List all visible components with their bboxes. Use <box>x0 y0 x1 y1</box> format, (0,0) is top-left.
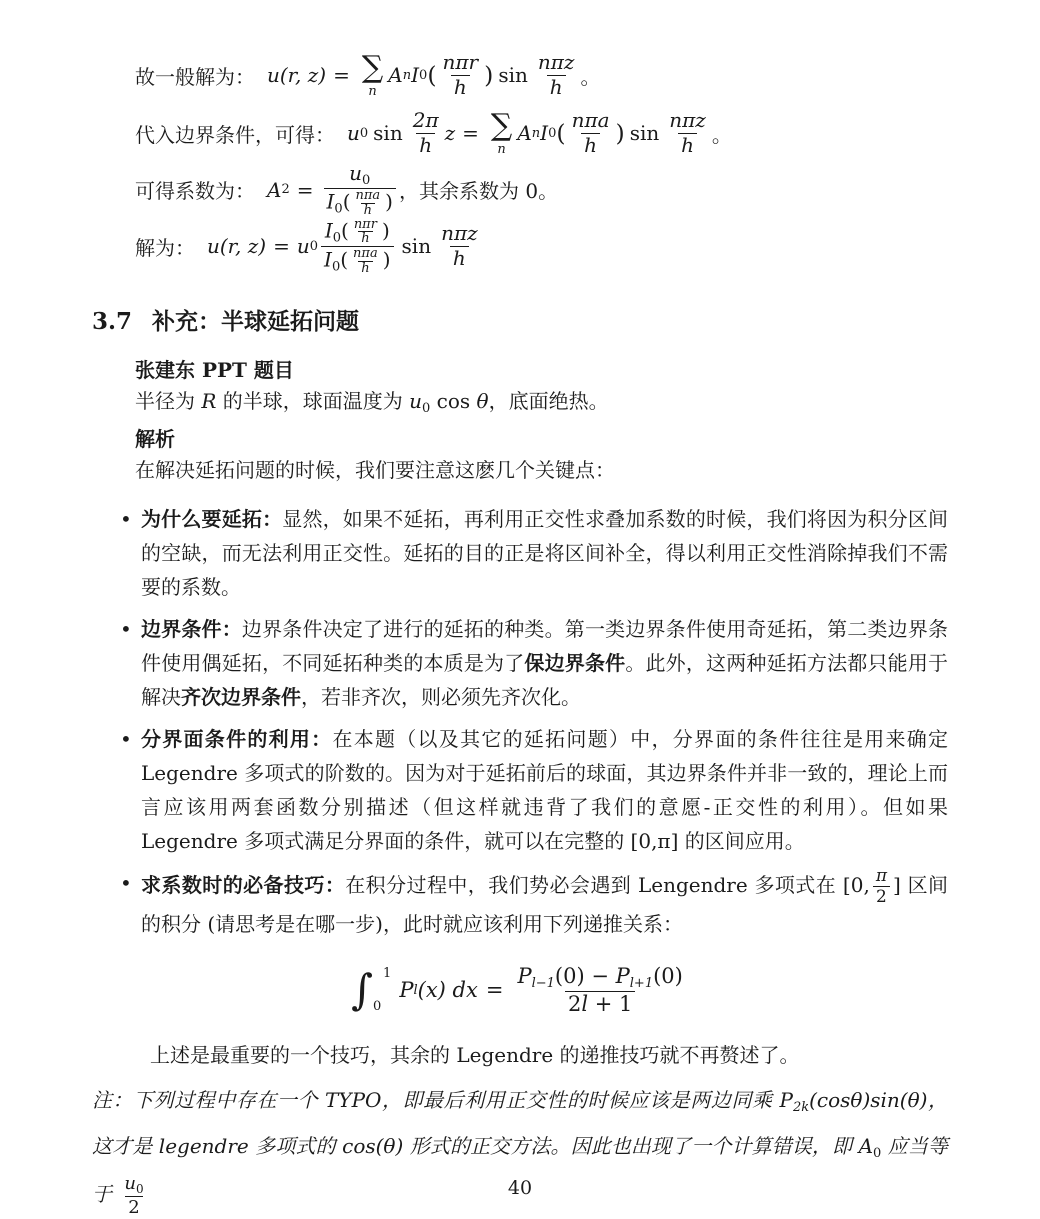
period: 。 <box>711 122 732 147</box>
bessel-function: I <box>411 63 420 87</box>
close-paren: ) <box>381 218 390 243</box>
formula-general-solution <box>135 46 948 104</box>
fraction-denominator: h <box>358 231 372 246</box>
P-argument: (0) <box>653 963 683 988</box>
fraction-numerator <box>322 218 393 246</box>
sigma-subscript: n <box>497 141 506 157</box>
bullet-icon: • <box>120 617 132 642</box>
section-title: 补充：半球延拓问题 <box>152 308 360 336</box>
bullet-icon: • <box>120 871 132 896</box>
legendre-P: P <box>517 963 532 988</box>
sin-function: sin <box>373 121 403 145</box>
legendre-P: P <box>399 978 414 1003</box>
fraction-numerator: nπz <box>537 49 575 74</box>
P-subscript: l−1 <box>531 975 555 991</box>
fraction-denominator: h <box>451 75 470 100</box>
fraction-denominator <box>565 991 635 1017</box>
u-subscript: 0 <box>359 125 369 141</box>
summation-symbol <box>362 52 383 98</box>
list-item <box>92 866 948 941</box>
big-fraction <box>324 162 396 218</box>
u-variable: u <box>349 161 363 185</box>
bullet-text: 在本题（以及其它的延拓问题）中，分界面的条件往往是用来确定 Legendre 多项式的阶数的。因为对于延拓前后的球面，其边界条件并非一致的，理论上而言应该用两套函数分别描述（但这样就违背了我们的意愿-正交性的利用）。但如果 Legendre 多项式满足分界面的条件，就可以在完整的 [0,π] 的区间应用。 <box>141 727 949 854</box>
trailing-text: ，其余系数为 0。 <box>398 179 559 204</box>
fraction-numerator: nπa <box>571 107 610 132</box>
open-paren: ( <box>427 61 437 89</box>
bessel-subscript: 0 <box>548 125 557 141</box>
fraction-numerator: nπa <box>355 188 381 204</box>
formula-boundary-condition <box>135 104 948 162</box>
fraction-npz-h <box>535 51 578 99</box>
A-variable: A <box>858 1134 874 1159</box>
note-text: ，这才是 <box>92 1088 949 1159</box>
bullet-lead: 求系数时的必备技巧 <box>141 873 325 898</box>
bullet-lead: 分界面条件的利用 <box>141 727 312 752</box>
fraction-npz-h <box>666 109 709 157</box>
open-paren: ( <box>341 218 349 243</box>
fraction-numerator: π <box>875 866 887 887</box>
bessel-function: I <box>540 121 549 145</box>
legendre-word: legendre <box>158 1134 249 1159</box>
u-variable: u <box>409 389 423 414</box>
sigma-glyph: ∑ <box>361 50 384 86</box>
fraction-2p-h <box>410 109 442 157</box>
fraction-numerator: nπr <box>353 216 377 232</box>
den-plus-one: + 1 <box>588 992 633 1017</box>
note-text: ，即最后利用正交性的时候应该是两边同乘 <box>381 1088 780 1113</box>
upper-limit: 1 <box>383 966 392 982</box>
key-points-list <box>92 502 948 941</box>
lower-limit: 0 <box>373 999 382 1015</box>
list-item <box>92 502 948 604</box>
fraction-denominator <box>321 246 393 275</box>
bullet-text: ] 区间的积分 (请思考是在哪一步)，此时就应该利用下列递推关系： <box>141 873 949 937</box>
integral-limits <box>375 966 391 1014</box>
bullet-icon: • <box>120 507 132 532</box>
cos-theta: cos(θ) <box>342 1134 404 1159</box>
equals-sign: = <box>296 177 314 202</box>
open-paren: ( <box>340 247 349 272</box>
z-variable: z <box>444 121 456 145</box>
u-variable: u <box>296 234 310 259</box>
list-item <box>92 612 948 714</box>
cos-function: cos <box>436 389 471 414</box>
legendre-P: P <box>779 1088 793 1113</box>
fraction-numerator: nπr <box>442 49 479 74</box>
fraction-denominator: h <box>581 133 600 158</box>
bessel-subscript: 0 <box>332 230 341 246</box>
coefficient-subscript: n <box>531 125 541 141</box>
bullet-colon: ： <box>262 507 283 532</box>
fraction-numerator: 2π <box>412 107 439 132</box>
bullet-bold-text: 齐次边界条件 <box>181 685 301 710</box>
coefficient: A <box>267 177 282 202</box>
formula-solution <box>135 218 948 276</box>
period: 。 <box>580 64 601 89</box>
bullet-text: 。此外，这两种延拓方法都只能用于解决 <box>141 651 949 710</box>
P-subscript: 2k <box>792 1100 810 1116</box>
minus-sign: − <box>584 963 616 988</box>
fraction-numerator <box>346 162 373 188</box>
recurrence-formula: ∫ 1 0 P l (x) dx = $\frac{Pl-1(0) - Pl+1(0)}{2l + 1}$ <box>92 957 948 1023</box>
fraction-denominator: 2 <box>125 1196 142 1218</box>
theta-variable: θ <box>476 389 489 414</box>
statement-text: 的半球，球面温度为 <box>216 389 410 414</box>
fraction-denominator: h <box>547 75 566 100</box>
fraction-pi-2 <box>873 866 890 907</box>
note-text: 多项式的 <box>248 1134 343 1159</box>
list-item <box>92 722 948 858</box>
fraction-denominator: 2 <box>873 886 890 907</box>
inner-fraction <box>353 189 384 217</box>
formula-block <box>92 46 948 275</box>
formula-label: 解为： <box>135 235 195 260</box>
u-subscript: 0 <box>135 1182 144 1197</box>
analysis-intro: 在解决延拓问题的时候，我们要注意这麽几个关键点： <box>135 458 615 483</box>
sigma-subscript: n <box>368 83 377 99</box>
problem-source-title: 张建东 PPT 题目 <box>135 358 294 383</box>
P-subscript: l <box>413 982 418 998</box>
section-number: 3.7 <box>92 308 133 336</box>
P-argument: (cosθ)sin(θ) <box>809 1088 928 1113</box>
den-variable: l <box>581 992 589 1017</box>
P-subscript: l+1 <box>629 975 654 991</box>
fraction-denominator: h <box>416 133 435 158</box>
sin-function: sin <box>498 63 528 87</box>
dx: dx <box>452 978 478 1003</box>
close-paren: ) <box>615 119 625 147</box>
u-variable: u <box>347 121 360 145</box>
formula-label: 故一般解为： <box>135 64 255 89</box>
fraction-denominator: h <box>358 261 372 276</box>
coefficient: A <box>517 121 532 145</box>
fraction-npz-h <box>438 222 481 270</box>
close-paren: ) <box>484 61 494 89</box>
coefficient-subscript: n <box>402 67 412 83</box>
formula-coefficient <box>135 162 948 218</box>
u-variable: u <box>124 1173 136 1195</box>
math-lhs: u(r, z) <box>267 63 327 87</box>
fraction-numerator: nπz <box>441 221 478 246</box>
analysis-title: 解析 <box>135 427 175 452</box>
u-subscript: 0 <box>309 238 319 254</box>
statement-text: ，底面绝热。 <box>488 389 609 414</box>
statement-text: 半径为 <box>135 389 202 414</box>
open-paren: ( <box>556 119 566 147</box>
radius-variable: R <box>201 389 217 414</box>
problem-statement <box>135 386 948 424</box>
close-paren: ) <box>385 189 393 214</box>
fraction-denominator: h <box>361 203 375 218</box>
equals-sign: = <box>273 234 290 259</box>
close-paren: ) <box>382 247 391 272</box>
sin-function: sin <box>401 234 432 259</box>
den-coefficient: 2 <box>567 992 582 1017</box>
bullet-lead: 为什么要延拓 <box>141 507 263 532</box>
coefficient-subscript: 2 <box>281 182 290 198</box>
inner-fraction <box>351 218 380 246</box>
fraction-numerator: nπz <box>669 107 706 132</box>
note-text: 应当等于 <box>92 1134 949 1207</box>
equals-sign: = <box>485 978 504 1003</box>
section-heading <box>92 307 948 337</box>
bullet-colon: ： <box>311 727 333 752</box>
equals-sign: = <box>462 121 479 145</box>
note-text: 形式的正交方法。因此也出现了一个计算错误，即 <box>403 1134 859 1159</box>
bullet-lead: 边界条件 <box>141 617 222 642</box>
bessel-function: I <box>324 218 333 243</box>
A-subscript: 0 <box>873 1146 882 1162</box>
legendre-P: P <box>615 963 630 988</box>
u-subscript: 0 <box>422 401 431 417</box>
fraction-denominator: h <box>678 133 697 158</box>
u-subscript: 0 <box>362 173 371 188</box>
math-lhs: u(r, z) <box>207 234 267 259</box>
summation-symbol <box>491 110 512 156</box>
recurrence-fraction <box>514 964 685 1017</box>
bullet-colon: ： <box>221 617 242 642</box>
inner-fraction <box>350 247 381 275</box>
equals-sign: = <box>333 63 350 87</box>
P-argument: (x) <box>417 978 446 1003</box>
bullet-text: ，若非齐次，则必须先齐次化。 <box>301 685 581 710</box>
open-paren: ( <box>342 189 351 214</box>
page-number: 40 <box>507 1177 533 1199</box>
note-text: 注：下列过程中存在一个 <box>92 1088 326 1113</box>
bessel-subscript: 0 <box>331 259 341 275</box>
bessel-function: I <box>324 247 332 272</box>
fraction-npa-h <box>569 109 613 157</box>
bullet-colon: ： <box>324 873 346 898</box>
bullet-bold-text: 保边界条件 <box>524 651 626 676</box>
bessel-subscript: 0 <box>419 67 428 83</box>
typo-word: TYPO <box>325 1088 382 1113</box>
bullet-icon: • <box>120 727 132 752</box>
closing-remark: 上述是最重要的一个技巧，其余的 Legendre 的递推技巧就不再赘述了。 <box>150 1043 800 1068</box>
problem-block <box>135 355 948 486</box>
bessel-subscript: 0 <box>334 201 343 217</box>
bullet-text: 边界条件决定了进行的延拓的种类。第一类边界条件使用奇延拓，第二类边界条件使用偶延拓，不同延拓种类的本质是为了 <box>141 617 949 676</box>
formula-label: 可得系数为： <box>135 179 255 204</box>
fraction-numerator: nπa <box>353 245 378 261</box>
coefficient: A <box>388 63 403 87</box>
sin-function: sin <box>629 121 660 145</box>
bullet-text: 显然，如果不延拓，再利用正交性求叠加系数的时候，我们将因为积分区间的空缺，而无法利用正交性。延拓的目的正是将区间补全，得以利用正交性消除掉我们不需要的系数。 <box>141 507 949 600</box>
sigma-glyph: ∑ <box>490 108 513 144</box>
formula-label: 代入边界条件，可得： <box>135 122 335 147</box>
fraction-numerator <box>514 964 685 991</box>
bullet-text: 在积分过程中，我们势必会遇到 Lengendre 多项式在 [0, <box>345 873 870 898</box>
bessel-function: I <box>326 189 335 214</box>
fraction-denominator: h <box>450 246 469 271</box>
fraction-npr-h <box>440 51 482 99</box>
big-fraction <box>321 218 393 276</box>
P-argument: (0) <box>554 963 585 988</box>
fraction-denominator <box>324 188 396 217</box>
